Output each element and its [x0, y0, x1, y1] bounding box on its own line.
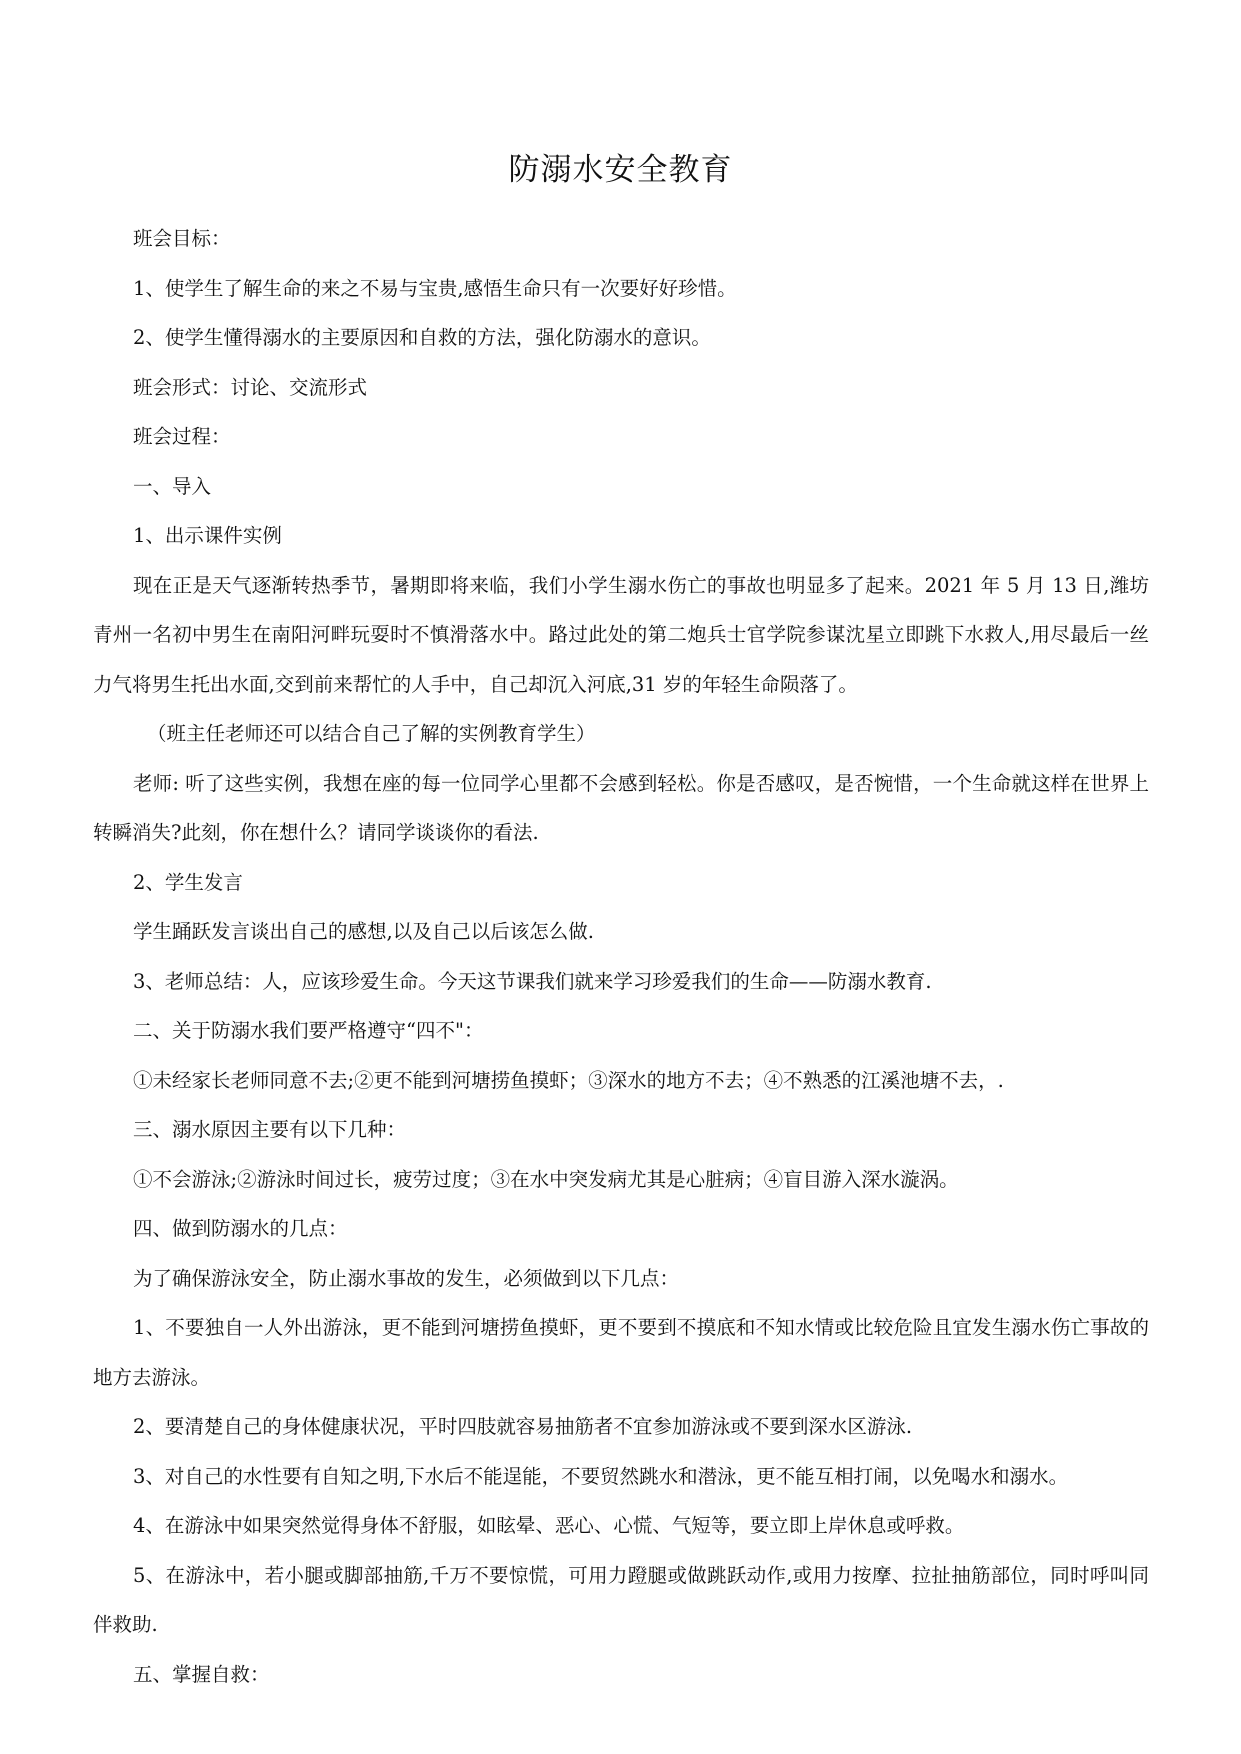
paragraph-section-3-heading: 三、溺水原因主要有以下几种：	[133, 1118, 407, 1141]
paragraph-safety-point-1: 1、不要独自一人外出游泳，更不能到河塘捞鱼摸虾，更不要到不摸底和不知水情或比较危险且宜发生溺水伤亡事故的地方去游泳。	[93, 1316, 1149, 1389]
paragraph-safety-point-3: 3、对自己的水性要有自知之明,下水后不能逞能，不要贸然跳水和潜泳，更不能互相打闹，以免喝水和溺水。	[133, 1464, 1069, 1488]
paragraph-section-4-heading: 四、做到防溺水的几点：	[133, 1217, 348, 1240]
paragraph-show-example: 1、出示课件实例	[133, 524, 282, 547]
paragraph-drowning-causes: ①不会游泳;②游泳时间过长，疲劳过度；③在水中突发病尤其是心脏病；④盲目游入深水漩涡。	[133, 1167, 959, 1191]
paragraph-four-rules: ①未经家长老师同意不去;②更不能到河塘捞鱼摸虾；③深水的地方不去；④不熟悉的江溪池塘不去，.	[133, 1068, 1004, 1092]
paragraph-section-1-heading: 一、导入	[133, 474, 212, 498]
paragraph-goal-2: 2、使学生懂得溺水的主要原因和自救的方法，强化防溺水的意识。	[133, 326, 711, 349]
paragraph-student-speech-heading: 2、学生发言	[133, 870, 243, 894]
paragraph-safety-intro: 为了确保游泳安全，防止溺水事故的发生，必须做到以下几点：	[133, 1266, 680, 1290]
paragraph-teacher-note: （班主任老师还可以结合自己了解的实例教育学生）	[147, 722, 596, 745]
paragraph-safety-point-4: 4、在游泳中如果突然觉得身体不舒服，如眩晕、恶心、心慌、气短等，要立即上岸休息或呼救。	[133, 1514, 965, 1537]
paragraph-class-goal-heading: 班会目标：	[133, 227, 231, 250]
paragraph-example-story: 现在正是天气逐渐转热季节，暑期即将来临，我们小学生溺水伤亡的事故也明显多了起来。2021 年 5 月 13 日,潍坊青州一名初中男生在南阳河畔玩耍时不慎滑落水中。路过此处的第二炮兵士官学院参谋沈星立即跳下水救人,用尽最后一丝力气将男生托出水面,交到前来帮忙的人手中，自己却沉入河底,31 岁的年轻生命陨落了。	[93, 573, 1149, 696]
paragraph-class-format: 班会形式：讨论、交流形式	[133, 375, 368, 399]
paragraph-student-speech: 学生踊跃发言谈出自己的感想,以及自己以后该怎么做.	[133, 920, 594, 943]
paragraph-teacher-summary: 3、老师总结：人，应该珍爱生命。今天这节课我们就来学习珍爱我们的生命——防溺水教育.	[133, 969, 932, 993]
document-body	[93, 214, 1149, 1699]
document-title: 防溺水安全教育	[508, 152, 733, 188]
paragraph-teacher-question: 老师: 听了这些实例，我想在座的每一位同学心里都不会感到轻松。你是否感叹，是否惋惜，一个生命就这样在世界上转瞬消失?此刻，你在想什么？请同学谈谈你的看法.	[93, 771, 1149, 844]
paragraph-safety-point-5: 5、在游泳中，若小腿或脚部抽筋,千万不要惊慌，可用力蹬腿或做跳跃动作,或用力按摩、拉扯抽筋部位，同时呼叫同伴救助.	[93, 1563, 1149, 1636]
paragraph-class-process-heading: 班会过程：	[133, 425, 231, 448]
paragraph-section-2-heading: 二、关于防溺水我们要严格遵守“四不"：	[133, 1019, 484, 1042]
paragraph-goal-1: 1、使学生了解生命的来之不易与宝贵,感悟生命只有一次要好好珍惜。	[133, 276, 737, 300]
paragraph-section-5-heading: 五、掌握自救：	[133, 1662, 270, 1686]
paragraph-safety-point-2: 2、要清楚自己的身体健康状况，平时四肢就容易抽筋者不宜参加游泳或不要到深水区游泳.	[133, 1415, 913, 1438]
